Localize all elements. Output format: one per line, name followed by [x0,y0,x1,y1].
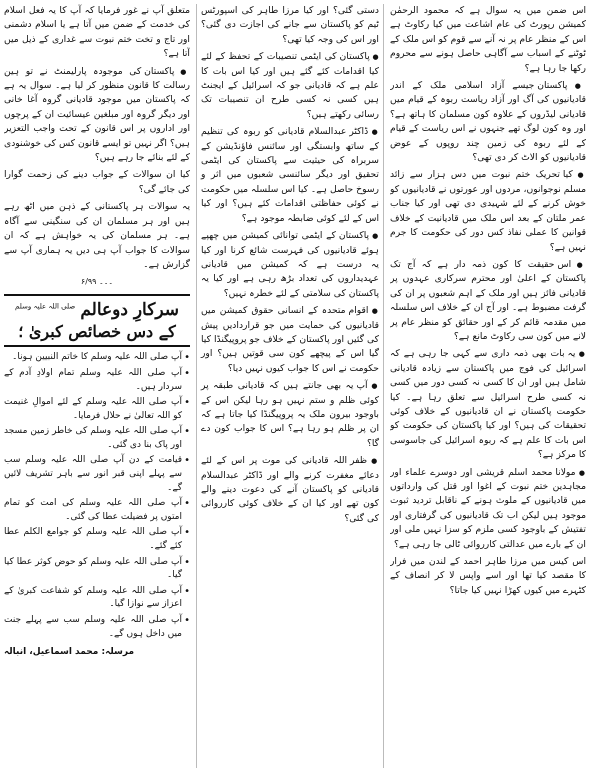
list-item: • آپ صلی اللہ علیہ وسلم تمام اولادِ آدم کے سردار ہیں۔ [4,367,190,394]
closing-ref: ۔۔۔ ۶/۹۹ [80,277,114,287]
mid-para-1: ● پاکستان کی ایٹمی تنصیبات کے تحفظ کے لئے کیا اقدامات کئے گئے ہیں اور کیا اس بات کا علم ہے کہ قادیانی جو کہ اسرائیل کے ایجنٹ ہیں کسی نہ کسی طرح ان تنصیبات تک رسائی رکھتے ہیں؟ [201,50,379,122]
left-para-0: متعلق آپ نے غور فرمایا کہ آپ کا یہ فعل اسلام کی خدمت کے ضمن میں آتا ہے یا اسلام دشمنی اور تاج و تخت ختم نبوت سے غداری کے ذیل میں آتا ہے؟ [4,5,190,60]
article-heading [4,294,190,347]
list-item: • آپ صلی اللہ علیہ وسلم سب سے پہلے جنت میں داخل ہوں گے۔ [4,614,190,641]
list-item: • آپ صلی اللہ علیہ وسلم کی امت کو تمام امتوں پر فضیلت عطا کی گئی۔ [4,497,190,524]
left-para-3: یہ سوالات ہر پاکستانی کے ذہن میں اٹھ رہے ہیں اور ہر مسلمان ان کی سنگینی سے آگاہ ہے۔ ہر مسلمان کی یہ خواہش ہے کہ ان سوالات کا جواب آپ ہی دیں یہ ہماری آپ سے گزارش ہے۔ [4,201,190,270]
right-para-3: ● اس حقیقت کا کون ذمہ دار ہے کہ آج تک پاکستان کے اعلیٰ اور محترم سرکاری عہدوں پر قادیانی فائز ہیں اور ملک کے اہم شعبوں پر ان کی گرفت مضبوط ہے۔ اور آج ان کے خلاف اس سلسلہ میں مقدمہ قائم کر کے اور حقائق کو منظر عام پر لانے میں کون سی رکاوٹ مانع ہے؟ [390,258,586,344]
characteristics-list [4,351,190,643]
list-item: • آپ صلی اللہ علیہ وسلم کی خاطر زمین مسجد اور پاک بنا دی گئی۔ [4,425,190,452]
list-item: • آپ صلی اللہ علیہ وسلم کو جوامع الکلم عطا کئے گئے۔ [4,526,190,553]
mid-para-6: ● ظفر اللہ قادیانی کی موت پر اس کے لئے دعائے مغفرت کرنے والے اور ڈاکٹر عبدالسلام قادیانی کو پاکستان آنے کی دعوت دینے والے کون تھے اور کیا ان کے خلاف کوئی کارروائی کی گئی؟ [201,454,379,526]
mid-para-0: دستی گئی؟ اور کیا مرزا طاہر کی اسپورٹس ٹیم کو پاکستان سے جانے کی اجازت دی گئی؟ اور اس کی وجہ کیا تھی؟ [201,5,379,45]
right-column [390,4,586,768]
mid-para-4: ● اقوام متحدہ کے انسانی حقوق کمیشن میں قادیانیوں کی حمایت میں جو قراردادیں پیش کی گئیں اور پاکستان کے خلاف جو پروپیگنڈا کیا گیا اس کے پیچھے کون سی قوتیں ہیں؟ اور حکومت نے اس کا جواب کیوں نہیں دیا؟ [201,304,379,376]
list-item: • آپ صلی اللہ علیہ وسلم کو شفاعت کبریٰ کے اعزاز سے نوازا گیا۔ [4,585,190,612]
left-para-2: کیا ان سوالات کے جواب دینے کی زحمت گوارا کی جائے گی؟ [4,169,190,195]
right-para-5: ● مولانا محمد اسلم قریشی اور دوسرے علماء اور مجاہدین ختم نبوت کے اغوا اور قتل کی وارداتوں میں قادیانیوں کے ملوث ہونے کے ناقابل تردید ثبوت موجود ہیں لیکن اب تک قادیانیوں کی گرفتاری اور تفتیش کے باوجود کسی ملزم کو سزا نہیں ملی اور ان کے بارے میں عدالتی کارروائی ٹالی جا رہی ہے؟ [390,466,586,552]
list-item: • قیامت کے دن آپ صلی اللہ علیہ وسلم سب سے پہلے اپنی قبر انور سے باہر تشریف لائیں گے۔ [4,454,190,495]
left-column [4,4,190,768]
middle-column [196,4,384,768]
right-para-6: اس کیس میں مرزا طاہر احمد کے لندن میں فرار کا مقصد کیا تھا اور اسے واپس لا کر انصاف کے کٹہرے میں کیوں کھڑا نہیں کیا جاتا؟ [390,556,586,596]
left-para-1: ● پاکستان کی موجودہ پارلیمنٹ نے تو ہین رسالت کا قانون منظور کر لیا ہے۔ سوال یہ ہے کہ پاکستان میں موجود قادیانی گروہ آغا خانی اور دیگر گروہ اور مبلغین عیسائیت ان کے پرچوں اور اداروں پر اس قانون کے تحت واجب التعزیر ہیں؟ اگر نہیں تو ایسے قانون کس کی خوشنودی کے لئے بنائے جا رہے ہیں؟ [4,65,190,166]
mid-para-3: ● پاکستان کے ایٹمی توانائی کمیشن میں چھپے ہوئے قادیانیوں کی فہرست شائع کرنا اور کیا یہ درست ہے کہ کمیشن میں قادیانی عہدیداروں کی تعداد بڑھ رہی ہے اور کیا یہ پاکستان کی سلامتی کے لئے خطرہ نہیں؟ [201,229,379,301]
right-para-1: ● پاکستان جیسے آزاد اسلامی ملک کے اندر قادیانیوں کی آگ اور آزاد ریاست ربوہ کے قیام میں قادیانی لیڈروں کے علاوہ کون مسلمان کا ہاتھ ہے؟ اور وہ کون لوگ تھے جنہوں نے اس ریاست کے قیام کے لئے ربوہ کی زمین چند روپوں کے عوض قادیانیوں کو الاٹ کر دی تھی؟ [390,79,586,165]
right-para-2: ● کیا تحریک ختم نبوت میں دس ہزار سے زائد مسلم نوجوانوں، مردوں اور عورتوں نے قادیانیوں کو خوش کرنے کے لئے شہیدی دی تھی اور کیا جناب عمر ملتان کے بعد اس ملک میں قادیانیت کے خلاف قوانین کا عملی نفاذ کس دور کی حکومت کا جرم نہیں ہے؟ [390,168,586,254]
right-para-0: اس ضمن میں یہ سوال ہے کہ محمود الرحمٰن کمیشن رپورٹ کی عام اشاعت میں کیا رکاوٹ ہے اس کے منظر عام پر نہ آنے سے قوم کو اس ملک کے ٹوٹنے کے اسباب سے آگاہی حاصل ہونے سے محروم رکھا جا رہا ہے؟ [390,5,586,74]
right-para-4: ● یہ بات بھی ذمہ داری سے کہی جا رہی ہے کہ اسرائیل کی فوج میں پاکستان سے زیادہ قادیانی شامل ہیں اور ان کا کسی نہ کسی دور میں کسی نہ کسی طرح اسرائیل سے تعلق رہا ہے۔ کیا حکومت پاکستان نے ان قادیانیوں کے خلاف کوئی تحقیقات کی ہیں؟ اور کیا پاکستان کی حکومت کو اس بات کا علم ہے کہ ربوہ اسرائیل کی جاسوسی کا مرکز ہے؟ [390,347,586,462]
mid-para-5: ● آپ یہ بھی جانتے ہیں کہ قادیانی طبقہ پر کوئی ظلم و ستم نہیں ہو رہا لیکن اس کے باوجود بیرون ملک یہ پروپیگنڈا کیا جاتا ہے کہ ان پر ظلم ہو رہا ہے؟ اس کا جواب کون دے گا؟ [201,379,379,451]
list-item: • آپ صلی اللہ علیہ وسلم کے لئے اموالِ غنیمت کو اللہ تعالیٰ نے حلال فرمایا۔ [4,396,190,423]
compiled-by: مرسلہ: محمد اسماعیل، انبالہ [4,647,135,658]
heading-line2: کے دس خصائص کبریٰ ؛ [18,322,176,342]
heading-line1: سرکارِ دوعالم [80,300,179,321]
heading-honorific: صلی اللہ علیہ وسلم [15,302,76,311]
list-item: • آپ صلی اللہ علیہ وسلم کا خاتم النبیین ہونا۔ [4,351,190,365]
mid-para-2: ● ڈاکٹر عبدالسلام قادیانی کو ربوہ کی تنظیم کے ساتھ وابستگی اور سائنس فاؤنڈیشن کے سربراہ کی حیثیت سے پاکستان کی ایٹمی تحقیق اور دیگر سائنسی شعبوں میں اثر و رسوخ حاصل ہے۔ کیا اس سلسلہ میں حکومت نے کوئی حفاظتی اقدامات کئے ہیں؟ اور کیا اس کے لئے کوئی ضابطہ موجود ہے؟ [201,125,379,226]
list-item: • آپ صلی اللہ علیہ وسلم کو حوض کوثر عطا کیا گیا۔ [4,556,190,583]
